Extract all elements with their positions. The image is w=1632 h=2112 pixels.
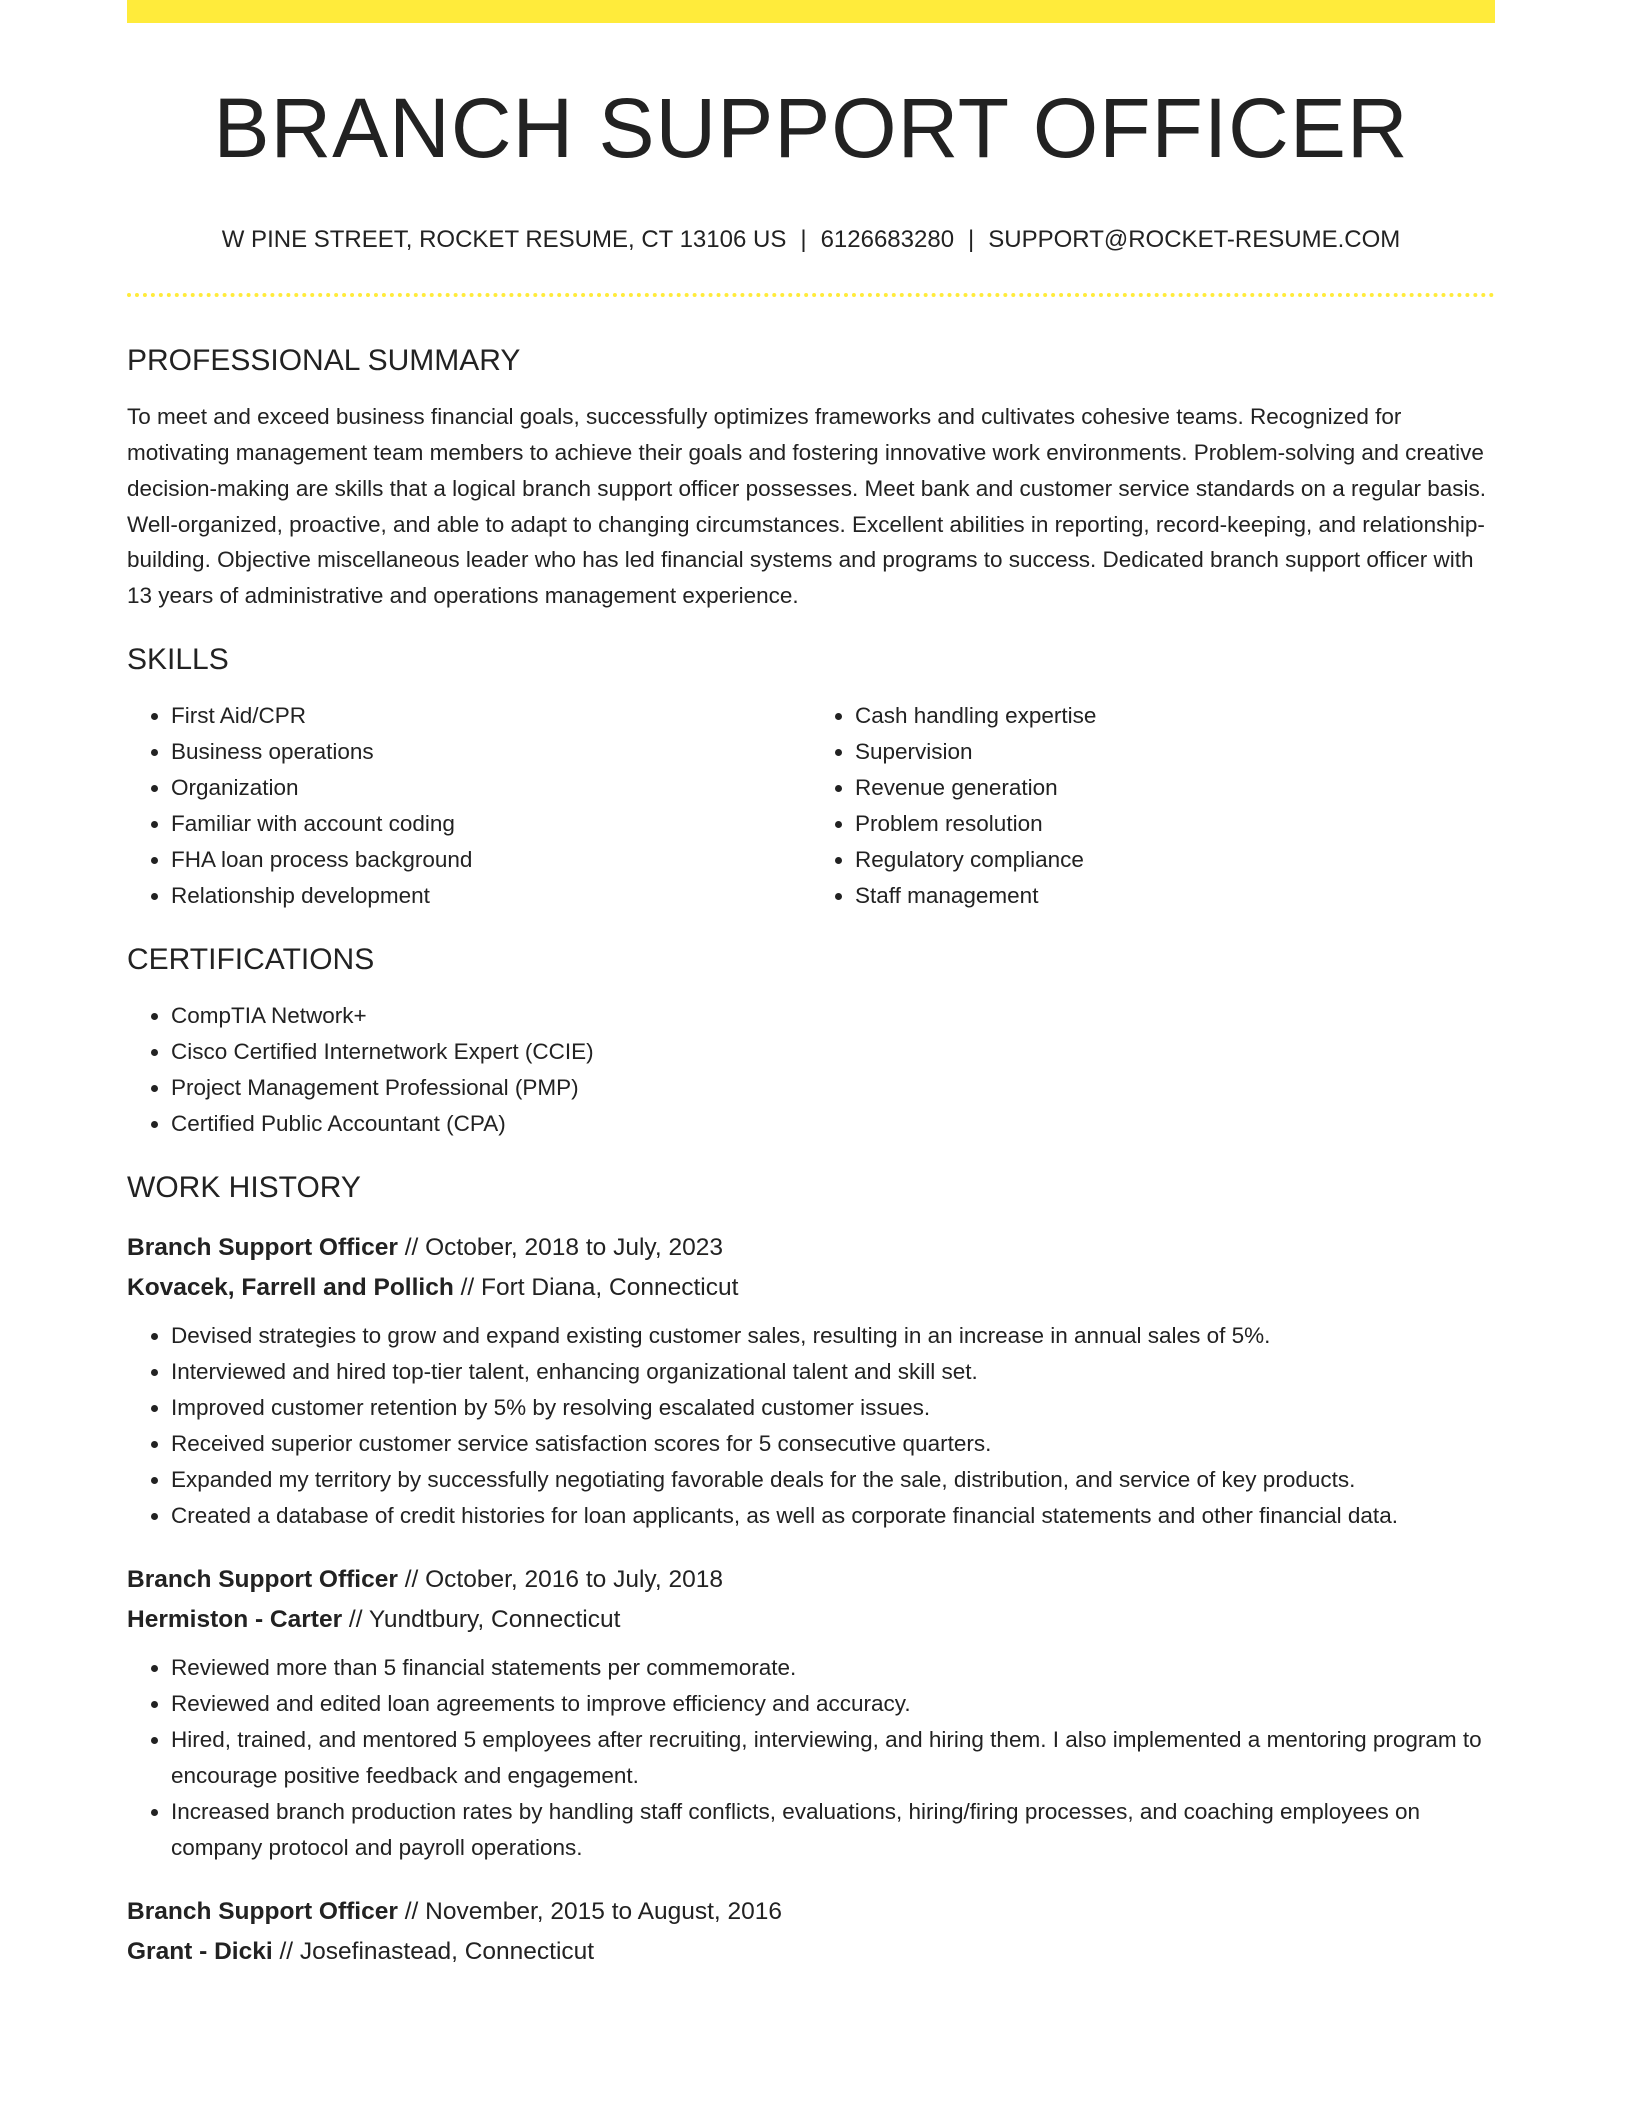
skill-item: • Business operations — [171, 734, 811, 770]
job-role: Branch Support Officer — [127, 1897, 398, 1925]
resume-title: BRANCH SUPPORT OFFICER — [213, 81, 1409, 175]
job-title-line — [127, 1228, 1495, 1268]
skill-item: • Revenue generation — [855, 770, 1495, 806]
accent-bar — [127, 0, 1495, 23]
job-company: Hermiston - Carter — [127, 1605, 343, 1633]
job-location: // Josefinastead, Connecticut — [279, 1937, 595, 1965]
skill-item: • Problem resolution — [855, 806, 1495, 842]
summary-heading: PROFESSIONAL SUMMARY — [127, 344, 521, 378]
certifications-list — [127, 998, 1495, 1142]
skill-item: • Staff management — [855, 878, 1495, 914]
summary-text: To meet and exceed business financial goals, successfully optimizes frameworks and cultivates cohesive teams. Recognized for motivating management team members to achieve their goals and fostering innovative work environments. Problem-solving and creative decision-making are skills that a logical branch support officer possesses. Meet bank and customer service standards on a regular basis. Well-organized, proactive, and able to adapt to changing circumstances. Excellent abilities in reporting, record-keeping, and relationship-building. Objective miscellaneous leader who has led financial systems and programs to success. Dedicated branch support officer with 13 years of administrative and operations management experience. — [127, 404, 1487, 609]
work-history-heading: WORK HISTORY — [127, 1170, 361, 1204]
job-bullet: • Improved customer retention by 5% by resolving escalated customer issues. — [171, 1390, 1495, 1426]
job-role: Branch Support Officer — [127, 1565, 398, 1593]
certifications-heading: CERTIFICATIONS — [127, 942, 375, 976]
job-title-line — [127, 1892, 1495, 1932]
address: W PINE STREET, ROCKET RESUME, CT 13106 US — [221, 226, 787, 254]
job-bullet: • Created a database of credit histories for loan applicants, as well as corporate financial statements and other financial data. — [171, 1498, 1495, 1534]
job-bullet: • Devised strategies to grow and expand existing customer sales, resulting in an increase in annual sales of 5%. — [171, 1318, 1495, 1354]
dotted-divider — [127, 293, 1495, 297]
skill-item: • FHA loan process background — [171, 842, 811, 878]
job-bullet: • Increased branch production rates by handling staff conflicts, evaluations, hiring/firing processes, and coaching employees on company protocol and payroll operations. — [171, 1794, 1495, 1866]
certification-item: • Certified Public Accountant (CPA) — [171, 1106, 1495, 1142]
skills-list-left — [127, 698, 811, 914]
certification-item: • Cisco Certified Internetwork Expert (CCIE) — [171, 1034, 1495, 1070]
job-entry — [127, 1228, 1495, 1534]
email-link[interactable]: SUPPORT@ROCKET-RESUME.COM — [988, 226, 1401, 254]
skill-item: • Regulatory compliance — [855, 842, 1495, 878]
phone: 6126683280 — [820, 226, 955, 254]
job-dates: // October, 2018 to July, 2023 — [404, 1233, 723, 1261]
skill-item: • First Aid/CPR — [171, 698, 811, 734]
certification-item: • Project Management Professional (PMP) — [171, 1070, 1495, 1106]
job-company-line — [127, 1600, 1495, 1640]
skill-item: • Relationship development — [171, 878, 811, 914]
job-dates: // November, 2015 to August, 2016 — [404, 1897, 782, 1925]
job-company: Grant - Dicki — [127, 1937, 273, 1965]
job-bullet: • Expanded my territory by successfully negotiating favorable deals for the sale, distribution, and service of key products. — [171, 1462, 1495, 1498]
skills-grid — [127, 698, 1495, 914]
resume-page — [127, 0, 1495, 1972]
job-location: // Fort Diana, Connecticut — [460, 1273, 739, 1301]
job-bullet: • Interviewed and hired top-tier talent, enhancing organizational talent and skill set. — [171, 1354, 1495, 1390]
job-entry — [127, 1560, 1495, 1866]
job-dates: // October, 2016 to July, 2018 — [404, 1565, 723, 1593]
skill-item: • Supervision — [855, 734, 1495, 770]
contact-separator: | — [968, 226, 975, 254]
skills-heading: SKILLS — [127, 642, 229, 676]
skill-item: • Organization — [171, 770, 811, 806]
job-company-line — [127, 1268, 1495, 1308]
job-entry — [127, 1892, 1495, 1972]
contact-separator: | — [800, 226, 807, 254]
job-bullets — [127, 1650, 1495, 1866]
job-bullets — [127, 1318, 1495, 1534]
job-company-line — [127, 1932, 1495, 1972]
skill-item: • Cash handling expertise — [855, 698, 1495, 734]
certification-item: • CompTIA Network+ — [171, 998, 1495, 1034]
contact-line — [127, 226, 1495, 255]
job-bullet: • Reviewed more than 5 financial statements per commemorate. — [171, 1650, 1495, 1686]
job-company: Kovacek, Farrell and Pollich — [127, 1273, 454, 1301]
skill-item: • Familiar with account coding — [171, 806, 811, 842]
job-role: Branch Support Officer — [127, 1233, 398, 1261]
skills-list-right — [811, 698, 1495, 914]
job-bullet: • Received superior customer service satisfaction scores for 5 consecutive quarters. — [171, 1426, 1495, 1462]
job-bullet: • Reviewed and edited loan agreements to improve efficiency and accuracy. — [171, 1686, 1495, 1722]
job-title-line — [127, 1560, 1495, 1600]
job-location: // Yundtbury, Connecticut — [348, 1605, 621, 1633]
job-bullet: • Hired, trained, and mentored 5 employees after recruiting, interviewing, and hiring them. I also implemented a mentoring program to encourage positive feedback and engagement. — [171, 1722, 1495, 1794]
